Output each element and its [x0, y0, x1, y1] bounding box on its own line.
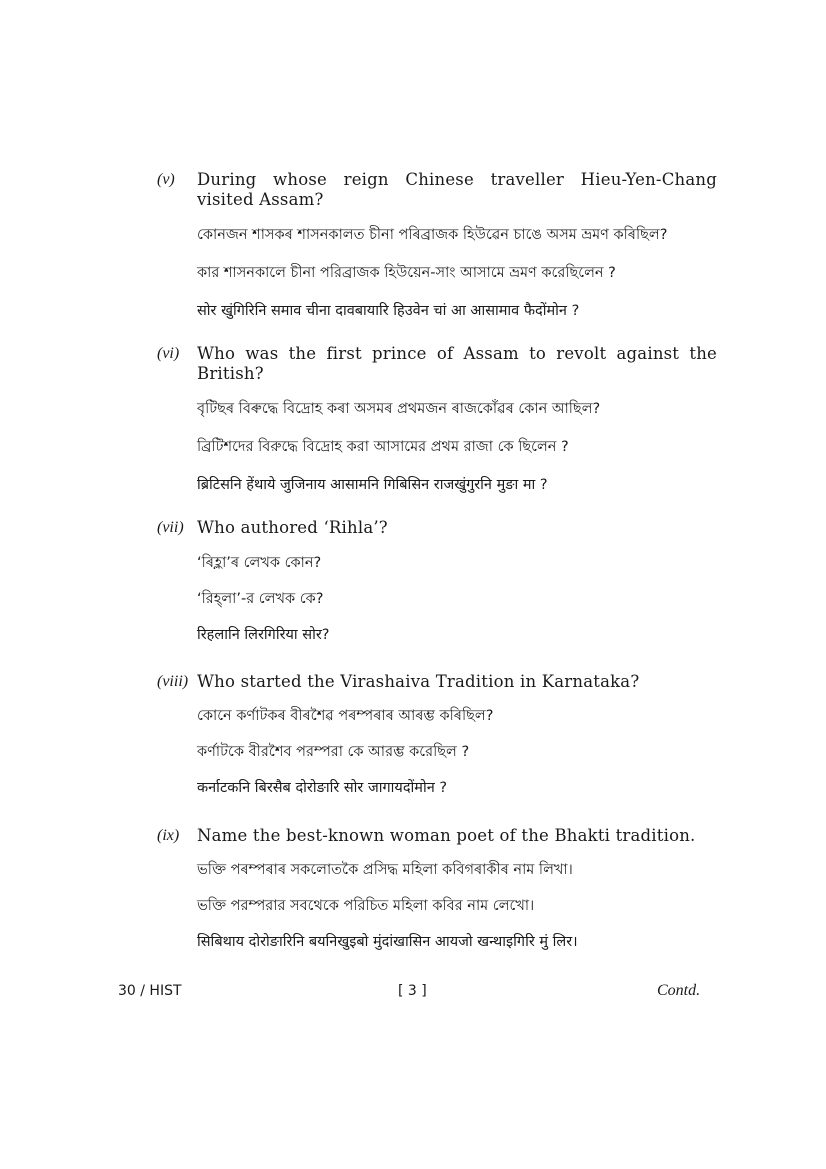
question-heading — [157, 518, 717, 538]
question-bodo: कर्नाटकनि बिरसैब दोरोङारि सोर जागायदोंमोन ? — [197, 780, 448, 796]
question-heading — [157, 672, 717, 692]
question-bengali: কার শাসনকালে চীনা পরিব্রাজক হিউয়েন-সাং আসামে ভ্রমণ করেছিলেন ? — [197, 265, 616, 281]
question-bodo: ब्रिटिसनि हेंथाये जुजिनाय आसामनि गिबिसिन राजखुंगुरनि मुङा मा ? — [197, 477, 548, 493]
question-assamese: ভক্তি পৰম্পৰাৰ সকলোতকৈ প্ৰসিদ্ধ মহিলা কবিগৰাকীৰ নাম লিখা। — [197, 862, 573, 878]
question-bodo: सोर खुंगिरिनि समाव चीना दावबायारि हिउवेन चां आ आसामाव फैदोंमोन ? — [197, 303, 580, 319]
continued-label: Contd. — [657, 982, 701, 999]
question-english: During whose reign Chinese traveller Hieu-Yen-Chang visited Assam? — [197, 170, 717, 209]
question-viii — [157, 672, 717, 798]
question-bengali: কর্ণাটকে বীরশৈব পরম্পরা কে আরম্ভ করেছিল ? — [197, 744, 470, 760]
question-number: (ix) — [157, 827, 180, 844]
question-number: (viii) — [157, 673, 189, 690]
question-assamese: কোনজন শাসকৰ শাসনকালত চীনা পৰিব্ৰাজক হিউৱেন চাঙে অসম ভ্ৰমণ কৰিছিল? — [197, 227, 668, 243]
question-assamese: কোনে কৰ্ণাটকৰ বীৰশৈৱ পৰম্পৰাৰ আৰম্ভ কৰিছিল? — [197, 708, 494, 724]
question-v — [157, 170, 717, 321]
paper-code: 30 / HIST — [118, 983, 182, 999]
question-vi — [157, 344, 717, 495]
question-bengali: ব্রিটিশদের বিরুদ্ধে বিদ্রোহ করা আসামের প্রথম রাজা কে ছিলেন ? — [197, 439, 569, 455]
question-number: (vi) — [157, 345, 180, 362]
question-ix — [157, 826, 717, 952]
question-bengali: ‘রিহ্‌লা’-র লেখক কে? — [197, 591, 324, 607]
question-heading — [157, 170, 717, 210]
question-english: Who was the first prince of Assam to revolt against the British? — [197, 344, 717, 383]
question-heading — [157, 826, 717, 846]
question-english: Who started the Virashaiva Tradition in Karnataka? — [197, 672, 640, 691]
question-assamese: বৃটিছৰ বিৰুদ্ধে বিদ্ৰোহ কৰা অসমৰ প্ৰথমজন ৰাজকোঁৱৰ কোন আছিল? — [197, 401, 601, 417]
question-vii — [157, 518, 717, 645]
question-english: Who authored ‘Rihla’? — [197, 518, 388, 537]
question-heading — [157, 344, 717, 384]
question-english: Name the best-known woman poet of the Bhakti tradition. — [197, 826, 696, 845]
question-bodo: सिबिथाय दोरोङारिनि बयनिखुइबो मुंदांखासिन आयजो खन्थाइगिरि मुं लिर। — [197, 934, 578, 950]
page-number: [ 3 ] — [398, 983, 427, 999]
question-number: (v) — [157, 171, 175, 188]
question-assamese: ‘ৰিহ্লা’ৰ লেখক কোন? — [197, 555, 322, 571]
question-bengali: ভক্তি পরম্পরার সবথেকে পরিচিত মহিলা কবির নাম লেখো। — [197, 898, 535, 914]
question-bodo: रिहलानि लिरगिरिया सोर? — [197, 627, 330, 643]
question-number: (vii) — [157, 519, 184, 536]
